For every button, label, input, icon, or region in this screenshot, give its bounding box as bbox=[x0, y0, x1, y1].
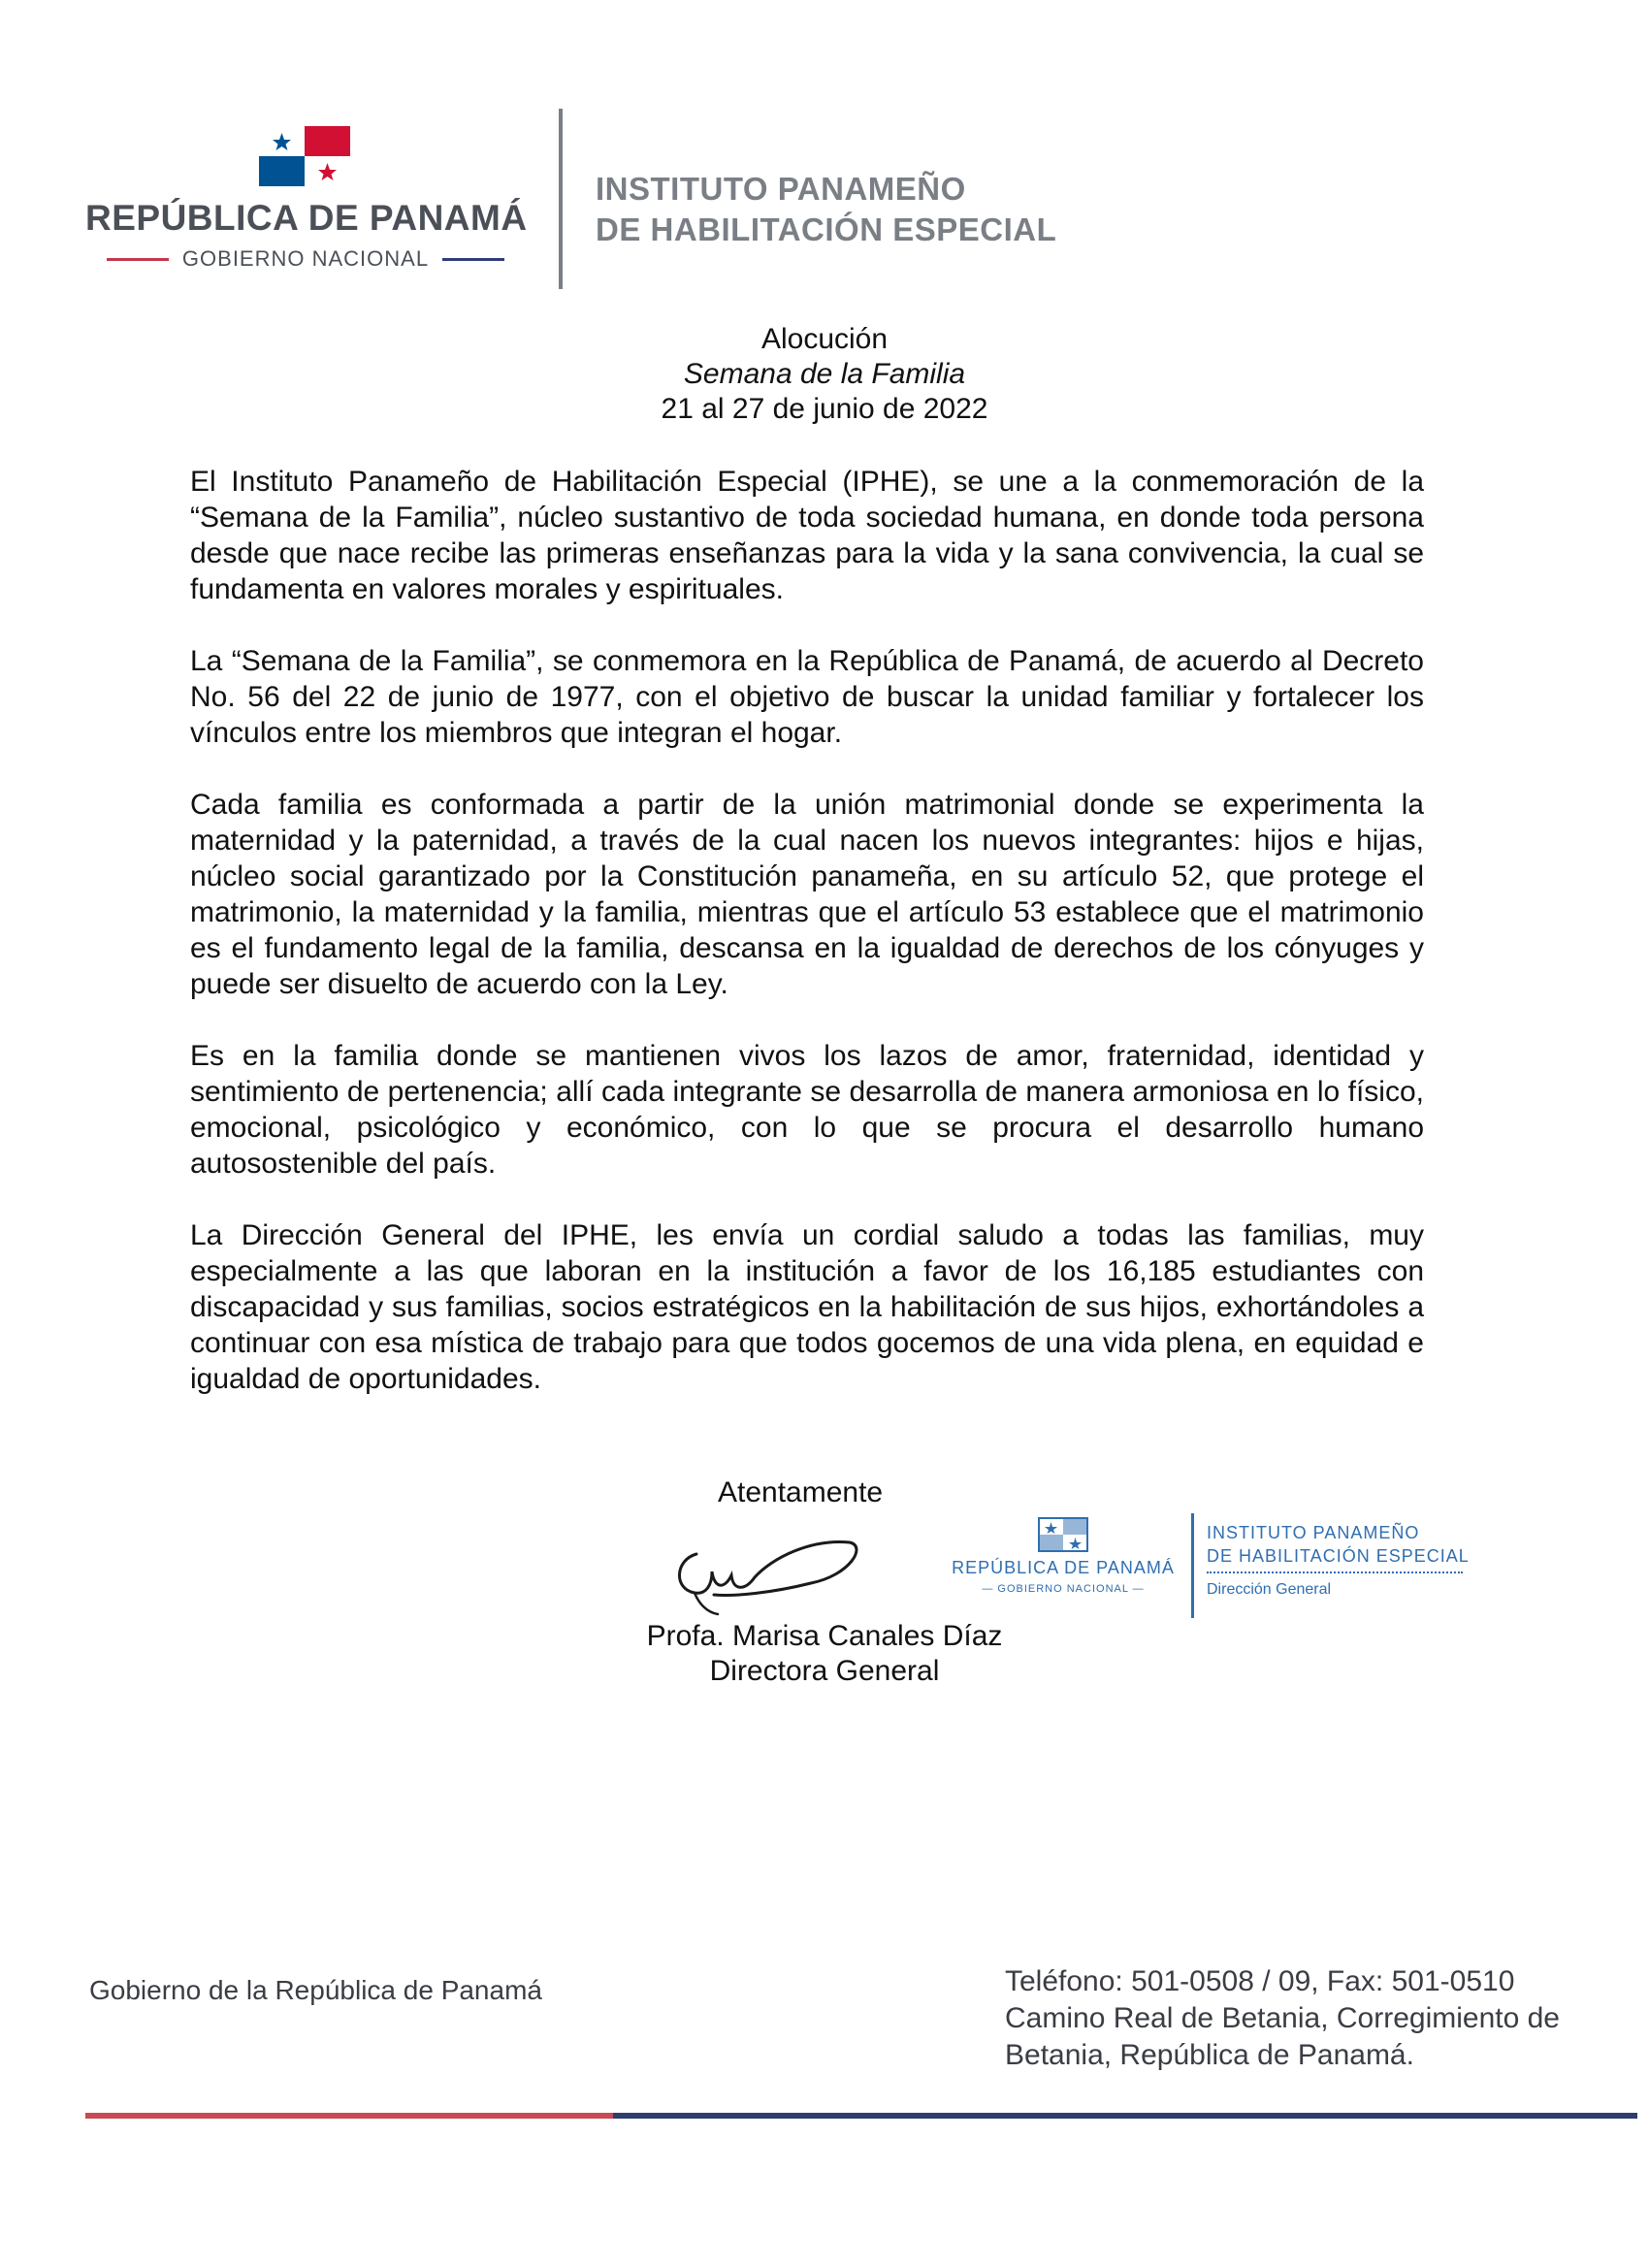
footer-bar bbox=[85, 2113, 1637, 2119]
institute-name-line2: DE HABILITACIÓN ESPECIAL bbox=[596, 211, 1057, 247]
stamp-republic: REPÚBLICA DE PANAMÁ bbox=[952, 1558, 1175, 1577]
institute-name-line1: INSTITUTO PANAMEÑO bbox=[596, 171, 966, 207]
paragraph-4: Es en la familia donde se mantienen vivos los lazos de amor, fraternidad, identidad y sentimiento de pertenencia; allí cada integrante se desarrolla de manera armoniosa en lo físico, emocional, psicológico y económico, con lo que se procura el desarrollo humano autosostenible del país. bbox=[190, 1040, 1424, 1180]
paragraph-5: La Dirección General del IPHE, les envía un cordial saludo a todas las familias, muy especialmente a las que laboran en la institución a favor de los 16,185 estudiantes con discapacidad y sus familias, socios estratégicos en la habilitación de sus hijos, exhortándoles a continuar con esa mística de trabajo para que todos gocemos de una vida plena, en equidad e igualdad de oportunidades. bbox=[190, 1219, 1424, 1395]
republic-name: REPÚBLICA DE PANAMÁ bbox=[85, 198, 528, 238]
document-title: Alocución bbox=[760, 323, 889, 355]
stamp-government: — GOBIERNO NACIONAL — bbox=[982, 1583, 1145, 1595]
signer-name: Profa. Marisa Canales Díaz bbox=[646, 1620, 1003, 1652]
letter-body bbox=[190, 464, 1424, 1433]
blue-dash bbox=[442, 258, 504, 261]
closing: Atentamente bbox=[718, 1476, 884, 1508]
government-line bbox=[107, 244, 504, 274]
footer-bar-blue bbox=[613, 2113, 1637, 2119]
stamp-flag-icon bbox=[1038, 1517, 1088, 1552]
document-date: 21 al 27 de junio de 2022 bbox=[661, 393, 988, 425]
paragraph-2: La “Semana de la Familia”, se conmemora en la República de Panamá, de acuerdo al Decreto No. 56 del 22 de junio de 1977, con el objetivo de buscar la unidad familiar y fortalecer los vínculos entre los miembros que integran el hogar. bbox=[190, 645, 1424, 749]
stamp-rule bbox=[1207, 1571, 1463, 1575]
panama-flag-icon bbox=[259, 126, 350, 186]
paragraph-1: El Instituto Panameño de Habilitación Especial (IPHE), se une a la conmemoración de la “Semana de la Familia”, núcleo sustantivo de toda sociedad humana, en donde toda persona desde que nace recibe las primeras enseñanzas para la vida y la sana convivencia, la cual se fundamenta en valores morales y espirituales. bbox=[190, 466, 1424, 605]
footer-contact bbox=[1005, 1963, 1626, 2074]
handwritten-signature bbox=[656, 1513, 889, 1620]
government-label: GOBIERNO NACIONAL bbox=[181, 246, 430, 271]
document-subtitle: Semana de la Familia bbox=[683, 358, 966, 390]
red-dash bbox=[107, 258, 169, 261]
paragraph-3: Cada familia es conformada a partir de la unión matrimonial donde se experimenta la maternidad y la paternidad, a través de la cual nacen los nuevos integrantes: hijos e hijas, núcleo social garantizado por la Constitución panameña, en su artículo 52, que protege el matrimonio, la maternidad y la familia, mientras que el artículo 53 establece que el matrimonio es el fundamento legal de la familia, descansa en la igualdad de derechos de los cónyuges y puede ser disuelto de acuerdo con la Ley. bbox=[190, 789, 1424, 1000]
stamp-divider bbox=[1191, 1513, 1194, 1618]
footer-government: Gobierno de la República de Panamá bbox=[89, 1975, 542, 2005]
footer-address-line2: Betania, República de Panamá. bbox=[1005, 2039, 1414, 2071]
stamp-institute-line2: DE HABILITACIÓN ESPECIAL bbox=[1207, 1546, 1470, 1566]
signer-title: Directora General bbox=[709, 1655, 940, 1687]
footer-address-line1: Camino Real de Betania, Corregimiento de bbox=[1005, 2002, 1560, 2034]
footer-bar-red bbox=[85, 2113, 613, 2119]
stamp-department: Dirección General bbox=[1207, 1581, 1332, 1598]
stamp-institute-line1: INSTITUTO PANAMEÑO bbox=[1207, 1523, 1420, 1542]
header-divider bbox=[559, 109, 563, 289]
footer-phone: Teléfono: 501-0508 / 09, Fax: 501-0510 bbox=[1005, 1965, 1515, 1997]
